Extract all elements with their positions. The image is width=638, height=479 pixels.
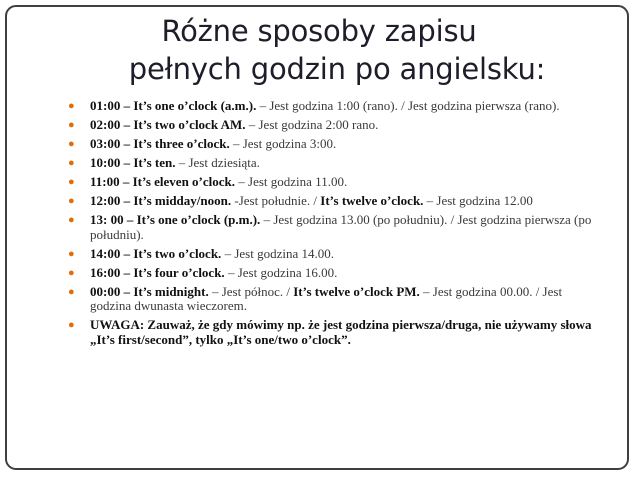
bullet-icon: ●: [68, 247, 75, 260]
list-item: [68, 247, 603, 262]
english-phrase: 16:00 – It’s four o’clock.: [90, 264, 225, 280]
bullet-icon: ●: [68, 319, 75, 331]
list-item: [68, 156, 603, 171]
english-phrase-alt: It’s twelve o’clock.: [320, 193, 424, 208]
english-phrase-alt: It’s twelve o’clock PM.: [293, 283, 420, 299]
polish-translation: – Jest godzina 1:00 (rano). / Jest godzina pierwsza (rano).: [256, 98, 560, 113]
list-item: [68, 285, 603, 314]
title-line-1: Różne sposoby zapisu: [161, 14, 477, 48]
bullet-icon: ●: [68, 266, 75, 279]
slide-title: [0, 12, 638, 88]
polish-translation: – Jest dziesiąta.: [175, 155, 260, 170]
list-item: [68, 118, 603, 133]
polish-translation: -Jest południe. /: [231, 193, 321, 208]
bullet-icon: ●: [68, 195, 75, 207]
english-phrase: 10:00 – It’s ten.: [90, 155, 176, 170]
bullet-icon: ●: [68, 285, 75, 298]
list-item: [68, 175, 603, 190]
bullet-icon: ●: [68, 138, 75, 150]
polish-translation-alt: – Jest godzina 00.00. / Jest godzina dwunasta wieczorem.: [90, 283, 563, 313]
list-item: [68, 99, 603, 114]
english-phrase: 13: 00 – It’s one o’clock (p.m.).: [90, 212, 261, 227]
polish-translation: – Jest godzina 11.00.: [235, 174, 348, 189]
list-item: [68, 194, 603, 209]
list-item: [68, 213, 603, 242]
title-line-2: pełnych godzin po angielsku:: [128, 52, 546, 86]
english-phrase: 00:00 – It’s midnight.: [90, 283, 209, 299]
polish-translation: – Jest godzina 2:00 rano.: [245, 117, 379, 132]
bullet-icon: ●: [68, 119, 75, 131]
bullet-list: [68, 99, 603, 352]
english-phrase: 12:00 – It’s midday/noon.: [90, 193, 232, 208]
english-phrase: 02:00 – It’s two o’clock AM.: [90, 117, 246, 132]
list-item: [68, 137, 603, 152]
polish-translation: – Jest godzina 3:00.: [229, 136, 337, 151]
polish-translation: – Jest godzina 16.00.: [224, 264, 338, 280]
polish-translation: – Jest godzina 14.00.: [221, 245, 334, 261]
english-phrase: 03:00 – It’s three o’clock.: [90, 136, 230, 151]
english-phrase: 11:00 – It’s eleven o’clock.: [90, 174, 236, 189]
bullet-icon: ●: [68, 214, 75, 226]
note-item: [68, 318, 603, 347]
polish-translation: – Jest godzina 13.00 (po południu). / Jest godzina pierwsza (po południu).: [90, 212, 592, 242]
list-item: [68, 266, 603, 281]
polish-translation: – Jest północ. /: [208, 283, 294, 299]
bullet-icon: ●: [68, 157, 75, 169]
bullet-icon: ●: [68, 100, 75, 112]
polish-translation-alt: – Jest godzina 12.00: [423, 193, 533, 208]
bullet-icon: ●: [68, 176, 75, 188]
english-phrase: 14:00 – It’s two o’clock.: [90, 245, 222, 261]
note-text: UWAGA: Zauważ, że gdy mówimy np. że jest godzina pierwsza/druga, nie używamy słowa „It’s first/second”, tylko „It’s one/two o’clock”.: [90, 317, 592, 347]
english-phrase: 01:00 – It’s one o’clock (a.m.).: [90, 98, 257, 113]
